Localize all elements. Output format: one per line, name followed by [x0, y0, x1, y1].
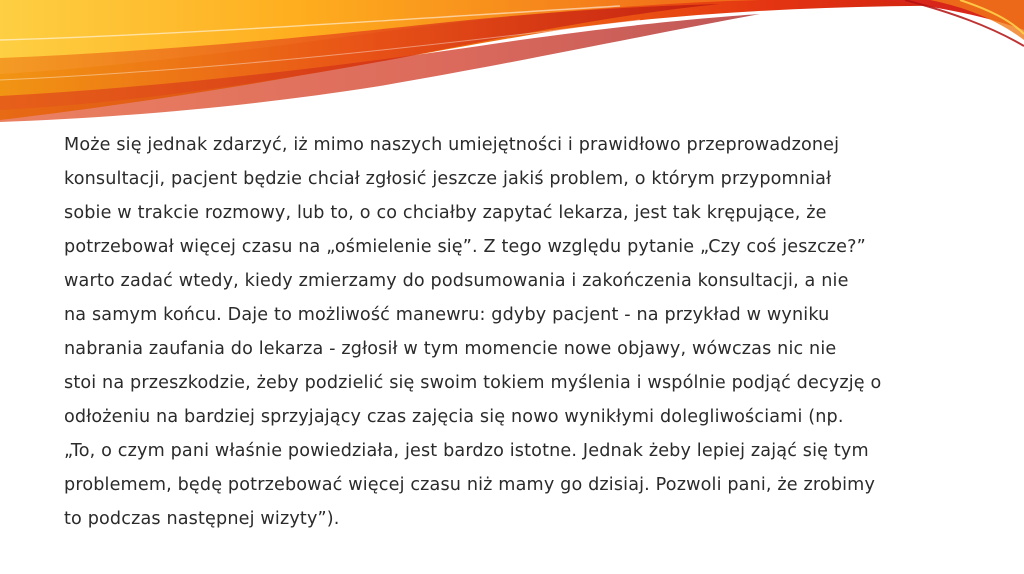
paragraph-line: na samym końcu. Daje to możliwość manewru: gdyby pacjent - na przykład w wyniku [64, 305, 830, 325]
paragraph-line: konsultacji, pacjent będzie chciał zgłosić jeszcze jakiś problem, o którym przypomniał [64, 169, 832, 189]
decorative-wave-banner [0, 0, 1024, 130]
paragraph-line: sobie w trakcie rozmowy, lub to, o co chciałby zapytać lekarza, jest tak krępujące, że [64, 203, 827, 223]
body-paragraph [64, 128, 994, 536]
paragraph-line: to podczas następnej wizyty”). [64, 509, 340, 529]
paragraph-line: potrzebował więcej czasu na „ośmielenie się”. Z tego względu pytanie „Czy coś jeszcze?” [64, 237, 866, 257]
paragraph-line: problemem, będę potrzebować więcej czasu niż mamy go dzisiaj. Pozwoli pani, że zrobimy [64, 475, 876, 495]
paragraph-line: stoi na przeszkodzie, żeby podzielić się swoim tokiem myślenia i wspólnie podjąć decyzję o [64, 373, 882, 393]
paragraph-line: Może się jednak zdarzyć, iż mimo naszych umiejętności i prawidłowo przeprowadzonej [64, 135, 840, 155]
paragraph-line: warto zadać wtedy, kiedy zmierzamy do podsumowania i zakończenia konsultacji, a nie [64, 271, 849, 291]
paragraph-line: „To, o czym pani właśnie powiedziała, jest bardzo istotne. Jednak żeby lepiej zająć się tym [64, 441, 869, 461]
paragraph-line: odłożeniu na bardziej sprzyjający czas zajęcia się nowo wynikłymi dolegliwościami (np. [64, 407, 844, 427]
paragraph-line: nabrania zaufania do lekarza - zgłosił w tym momencie nowe objawy, wówczas nic nie [64, 339, 837, 359]
